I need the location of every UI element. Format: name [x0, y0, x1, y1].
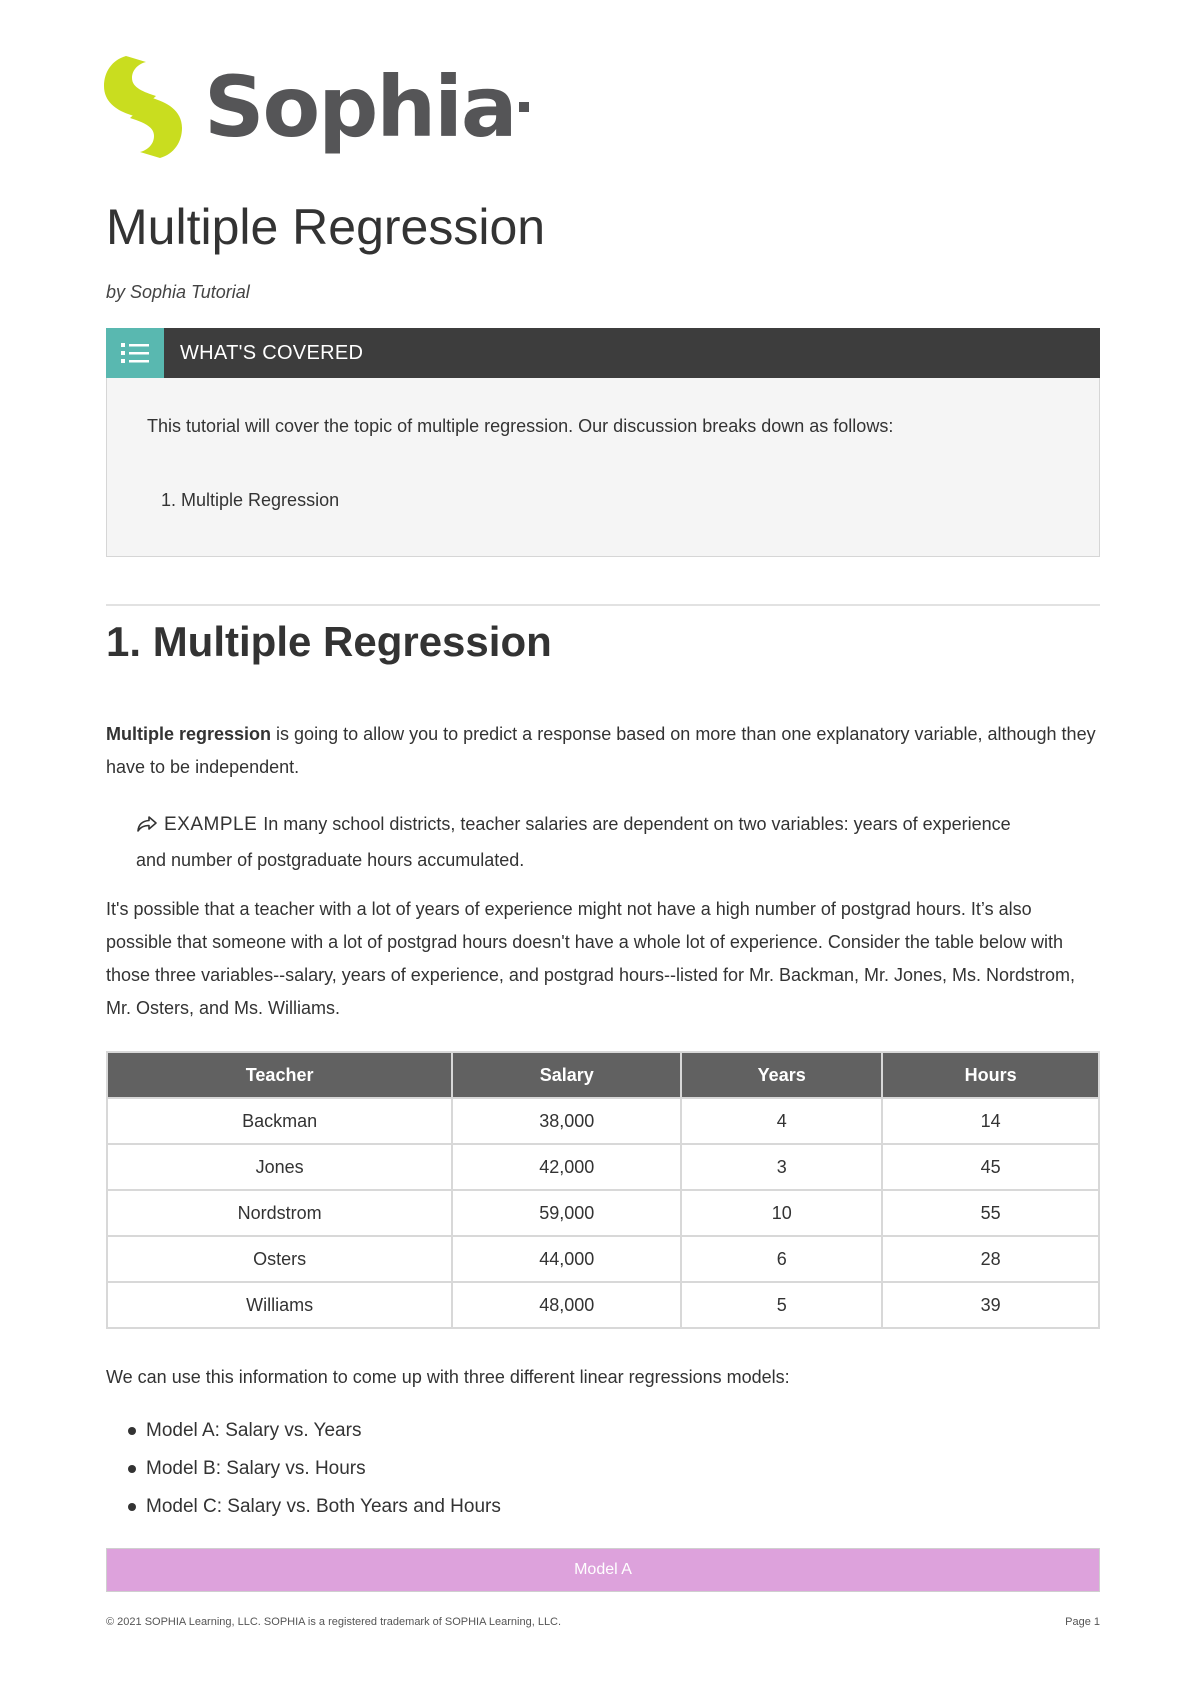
table-cell: 28: [882, 1236, 1099, 1282]
whats-covered-intro: This tutorial will cover the topic of multiple regression. Our discussion breaks down as follows:: [147, 416, 894, 436]
whats-covered-body: [106, 378, 1100, 557]
whats-covered-box: [106, 328, 1100, 557]
example-callout: [136, 808, 1036, 877]
models-list: [128, 1412, 501, 1526]
list-item: [128, 1450, 501, 1488]
column-header-hours: Hours: [882, 1052, 1099, 1098]
table-cell: 5: [681, 1282, 882, 1328]
table-cell: 44,000: [452, 1236, 681, 1282]
whats-covered-header: [106, 328, 1100, 378]
table-cell: 55: [882, 1190, 1099, 1236]
column-header-salary: Salary: [452, 1052, 681, 1098]
example-label: EXAMPLE: [164, 814, 258, 835]
table-cell: 10: [681, 1190, 882, 1236]
list-icon: [106, 328, 164, 378]
share-arrow-icon: [136, 811, 158, 844]
logo-wordmark: Sophia: [204, 58, 516, 156]
table-row: [107, 1190, 1099, 1236]
table-row: [107, 1236, 1099, 1282]
table-row: [107, 1282, 1099, 1328]
column-header-years: Years: [681, 1052, 882, 1098]
table-cell: 3: [681, 1144, 882, 1190]
model-b-label: Model B: Salary vs. Hours: [146, 1458, 366, 1479]
model-a-header-bar: Model A: [106, 1548, 1100, 1592]
list-item: [128, 1488, 501, 1526]
example-text: In many school districts, teacher salaries are dependent on two variables: years of experience and number of postgraduate hours accumulated.: [136, 814, 1011, 870]
table-header-row: [107, 1052, 1099, 1098]
definition-paragraph: [106, 718, 1100, 784]
table-row: [107, 1144, 1099, 1190]
page-title: Multiple Regression: [106, 199, 546, 255]
byline: by Sophia Tutorial: [106, 282, 250, 302]
bullet-icon: [128, 1427, 136, 1435]
sophia-logo-mark-icon: [104, 56, 182, 158]
definition-text: is going to allow you to predict a response based on more than one explanatory variable, although they have to be independent.: [106, 724, 1096, 777]
column-header-teacher: Teacher: [107, 1052, 452, 1098]
table-cell: Williams: [107, 1282, 452, 1328]
models-intro-paragraph: We can use this information to come up with three different linear regressions models:: [106, 1367, 790, 1387]
table-cell: 59,000: [452, 1190, 681, 1236]
footer-page-number: Page 1: [1065, 1616, 1100, 1628]
section-divider: [106, 604, 1100, 606]
footer-copyright: © 2021 SOPHIA Learning, LLC. SOPHIA is a registered trademark of SOPHIA Learning, LLC.: [106, 1616, 562, 1628]
bullet-icon: [128, 1503, 136, 1511]
whats-covered-list: [161, 490, 339, 511]
table-row: [107, 1098, 1099, 1144]
term-multiple-regression: Multiple regression: [106, 724, 272, 744]
logo-period: [519, 102, 529, 112]
section-heading: 1. Multiple Regression: [106, 618, 552, 665]
table-cell: 39: [882, 1282, 1099, 1328]
table-cell: 48,000: [452, 1282, 681, 1328]
table-cell: Backman: [107, 1098, 452, 1144]
model-a-label: Model A: Salary vs. Years: [146, 1420, 362, 1441]
whats-covered-item[interactable]: 1. Multiple Regression: [161, 490, 340, 510]
table-cell: 4: [681, 1098, 882, 1144]
table-cell: Nordstrom: [107, 1190, 452, 1236]
table-cell: Osters: [107, 1236, 452, 1282]
table-cell: 42,000: [452, 1144, 681, 1190]
table-cell: 38,000: [452, 1098, 681, 1144]
table-cell: Jones: [107, 1144, 452, 1190]
list-item: [128, 1412, 501, 1450]
teacher-data-table: [106, 1051, 1100, 1329]
model-c-label: Model C: Salary vs. Both Years and Hours: [146, 1496, 501, 1517]
context-paragraph: It's possible that a teacher with a lot of years of experience might not have a high number of postgrad hours. It’s also possible that someone with a lot of postgrad hours doesn't have a whole lot of experience. Consider the table below with those three variables--salary, years of experience, and postgrad hours--listed for Mr. Backman, Mr. Jones, Ms. Nordstrom, Mr. Osters, and Ms. Williams.: [106, 899, 1076, 1018]
table-cell: 14: [882, 1098, 1099, 1144]
bullet-icon: [128, 1465, 136, 1473]
table-cell: 6: [681, 1236, 882, 1282]
whats-covered-title: WHAT'S COVERED: [180, 341, 364, 364]
sophia-logo: [104, 56, 529, 158]
table-cell: 45: [882, 1144, 1099, 1190]
